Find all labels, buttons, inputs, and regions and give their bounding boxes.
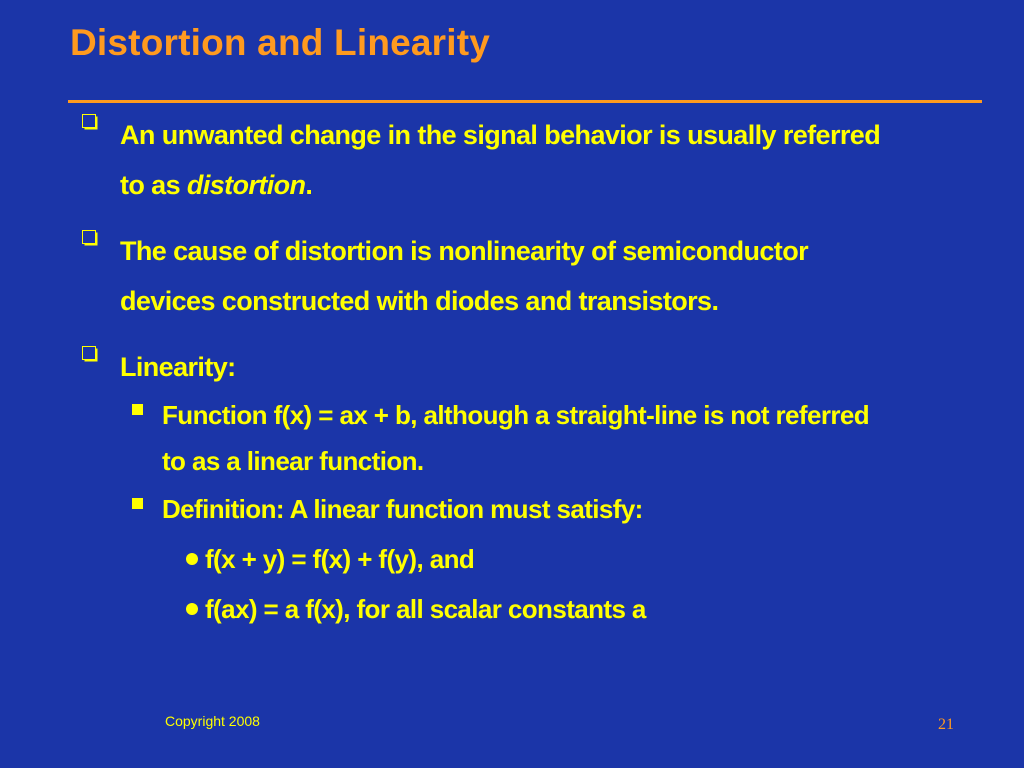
sub-bullet-1-line-2: to as a linear function. — [162, 446, 424, 476]
sub-sub-bullet-1 — [186, 542, 886, 576]
hollow-square-icon — [82, 346, 96, 360]
filled-square-icon — [132, 498, 143, 509]
page-number: 21 — [938, 716, 954, 733]
sub-bullet-2 — [132, 486, 992, 532]
bullet-1-line-2-prefix: to as — [120, 170, 187, 200]
slide-title: Distortion and Linearity — [70, 22, 491, 63]
bullet-3 — [82, 342, 982, 392]
bullet-2-line-1: The cause of distortion is nonlinearity of semiconductor — [120, 236, 808, 266]
copyright-text: Copyright 2008 — [165, 713, 260, 729]
sub-bullet-1 — [132, 392, 992, 484]
bullet-1 — [82, 110, 982, 210]
bullet-1-line-1: An unwanted change in the signal behavior is usually referred — [120, 120, 881, 150]
filled-circle-icon — [186, 603, 198, 615]
filled-circle-icon — [186, 553, 198, 565]
bullet-1-emphasis: distortion — [186, 170, 306, 200]
bullet-3-line-1: Linearity: — [120, 352, 236, 382]
hollow-square-icon — [82, 230, 96, 244]
bullet-2 — [82, 226, 982, 326]
hollow-square-icon — [82, 114, 96, 128]
filled-square-icon — [132, 404, 143, 415]
sub-bullet-2-line-1: Definition: A linear function must satisfy: — [162, 494, 643, 524]
title-divider — [68, 100, 982, 103]
bullet-1-line-2-suffix: . — [305, 170, 313, 200]
bullet-2-line-2: devices constructed with diodes and transistors. — [120, 286, 719, 316]
bullet-1-line-2 — [120, 160, 312, 210]
sub-sub-bullet-1-text: f(x + y) = f(x) + f(y), and — [205, 544, 475, 574]
sub-bullet-1-line-1: Function f(x) = ax + b, although a straight-line is not referred — [162, 400, 870, 430]
sub-sub-bullet-2 — [186, 592, 886, 626]
sub-sub-bullet-2-text: f(ax) = a f(x), for all scalar constants a — [205, 594, 646, 624]
